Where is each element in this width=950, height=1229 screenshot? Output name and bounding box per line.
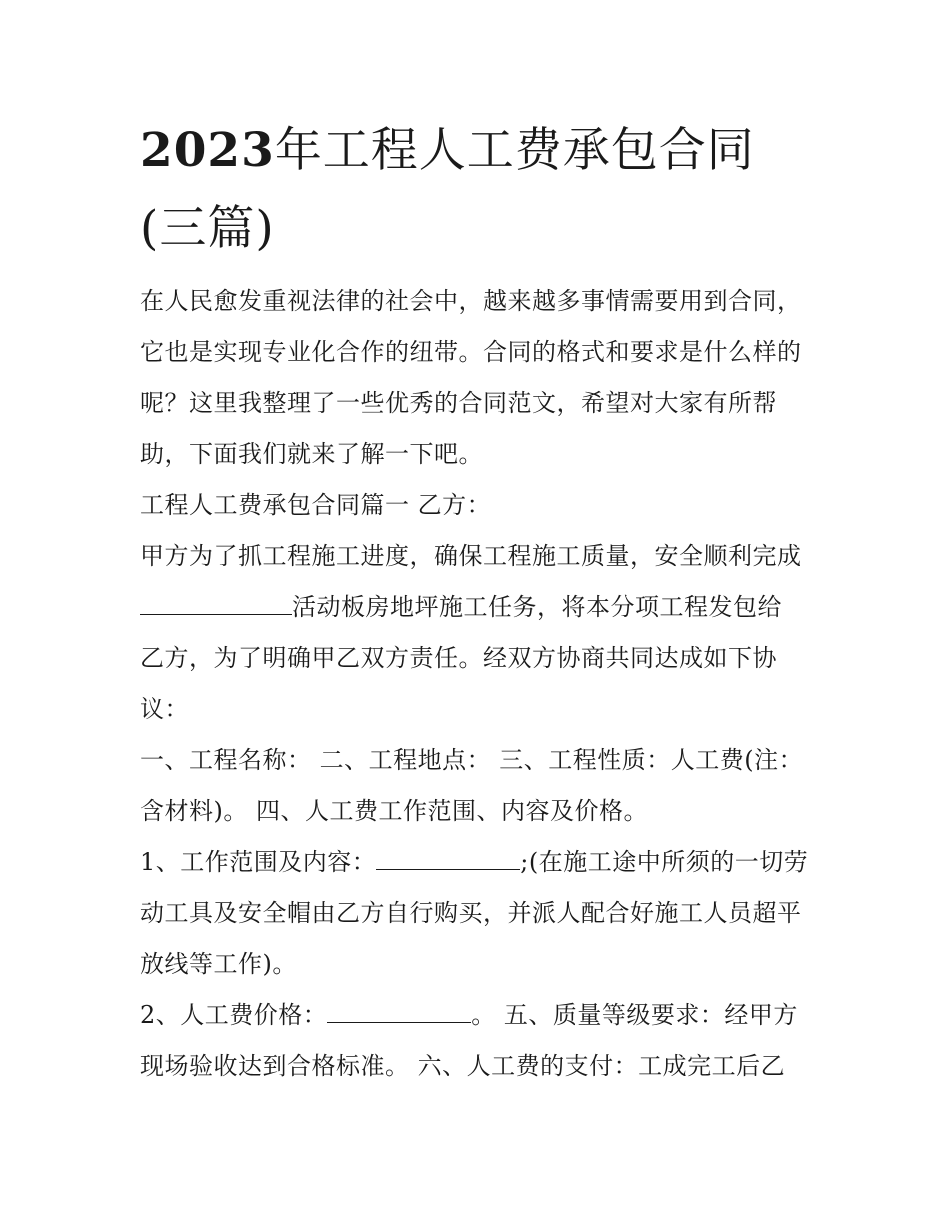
- paragraph-line: 现场验收达到合格标准。 六、人工费的支付：工成完工后乙: [140, 1052, 786, 1080]
- paragraph-text: 2、人工费价格：: [140, 1001, 328, 1029]
- paragraph-text: ;(在施工途中所须的一切劳: [520, 848, 809, 876]
- intro-line: 它也是实现专业化合作的纽带。合同的格式和要求是什么样的: [140, 338, 802, 366]
- paragraph-line: [140, 990, 820, 1041]
- document-title: [140, 112, 820, 268]
- intro-line: 助，下面我们就来了解一下吧。: [140, 440, 483, 468]
- paragraph-line: 一、工程名称： 二、工程地点： 三、工程性质：人工费(注：: [140, 746, 804, 774]
- paragraph-line: 动工具及安全帽由乙方自行购买，并派人配合好施工人员超平: [140, 899, 802, 927]
- contract-paragraph-3: [140, 837, 820, 990]
- fill-in-blank: [376, 843, 520, 870]
- paragraph-text: 1、工作范围及内容：: [140, 848, 377, 876]
- paragraph-text: 活动板房地坪施工任务，将本分项工程发包给: [292, 593, 782, 621]
- title-text: 年工程人工费承包合同: [274, 123, 755, 178]
- paragraph-line: [140, 837, 820, 888]
- title-year: 2023: [140, 123, 275, 178]
- paragraph-line: 议：: [140, 695, 189, 723]
- paragraph-text: 。 五、质量等级要求：经甲方: [471, 1001, 798, 1029]
- paragraph-line: [140, 582, 820, 633]
- document-body: [140, 276, 820, 1092]
- contract-paragraph-2: [140, 735, 820, 837]
- section-heading-text: 工程人工费承包合同篇一 乙方：: [140, 491, 492, 519]
- contract-paragraph-1: [140, 531, 820, 735]
- paragraph-line: 放线等工作)。: [140, 950, 297, 978]
- fill-in-blank: [327, 996, 471, 1023]
- title-line-2: (三篇): [140, 201, 275, 256]
- paragraph-line: 甲方为了抓工程施工进度，确保工程施工质量，安全顺利完成: [140, 542, 802, 570]
- intro-line: 在人民愈发重视法律的社会中，越来越多事情需要用到合同，: [140, 287, 802, 315]
- paragraph-line: 含材料)。 四、人工费工作范围、内容及价格。: [140, 797, 648, 825]
- intro-paragraph: [140, 276, 820, 480]
- paragraph-line: 乙方，为了明确甲乙双方责任。经双方协商共同达成如下协: [140, 644, 777, 672]
- section-heading: [140, 480, 820, 531]
- title-line-1: [140, 112, 820, 190]
- contract-paragraph-4: [140, 990, 820, 1092]
- intro-line: 呢？这里我整理了一些优秀的合同范文，希望对大家有所帮: [140, 389, 777, 417]
- fill-in-blank: [140, 588, 292, 615]
